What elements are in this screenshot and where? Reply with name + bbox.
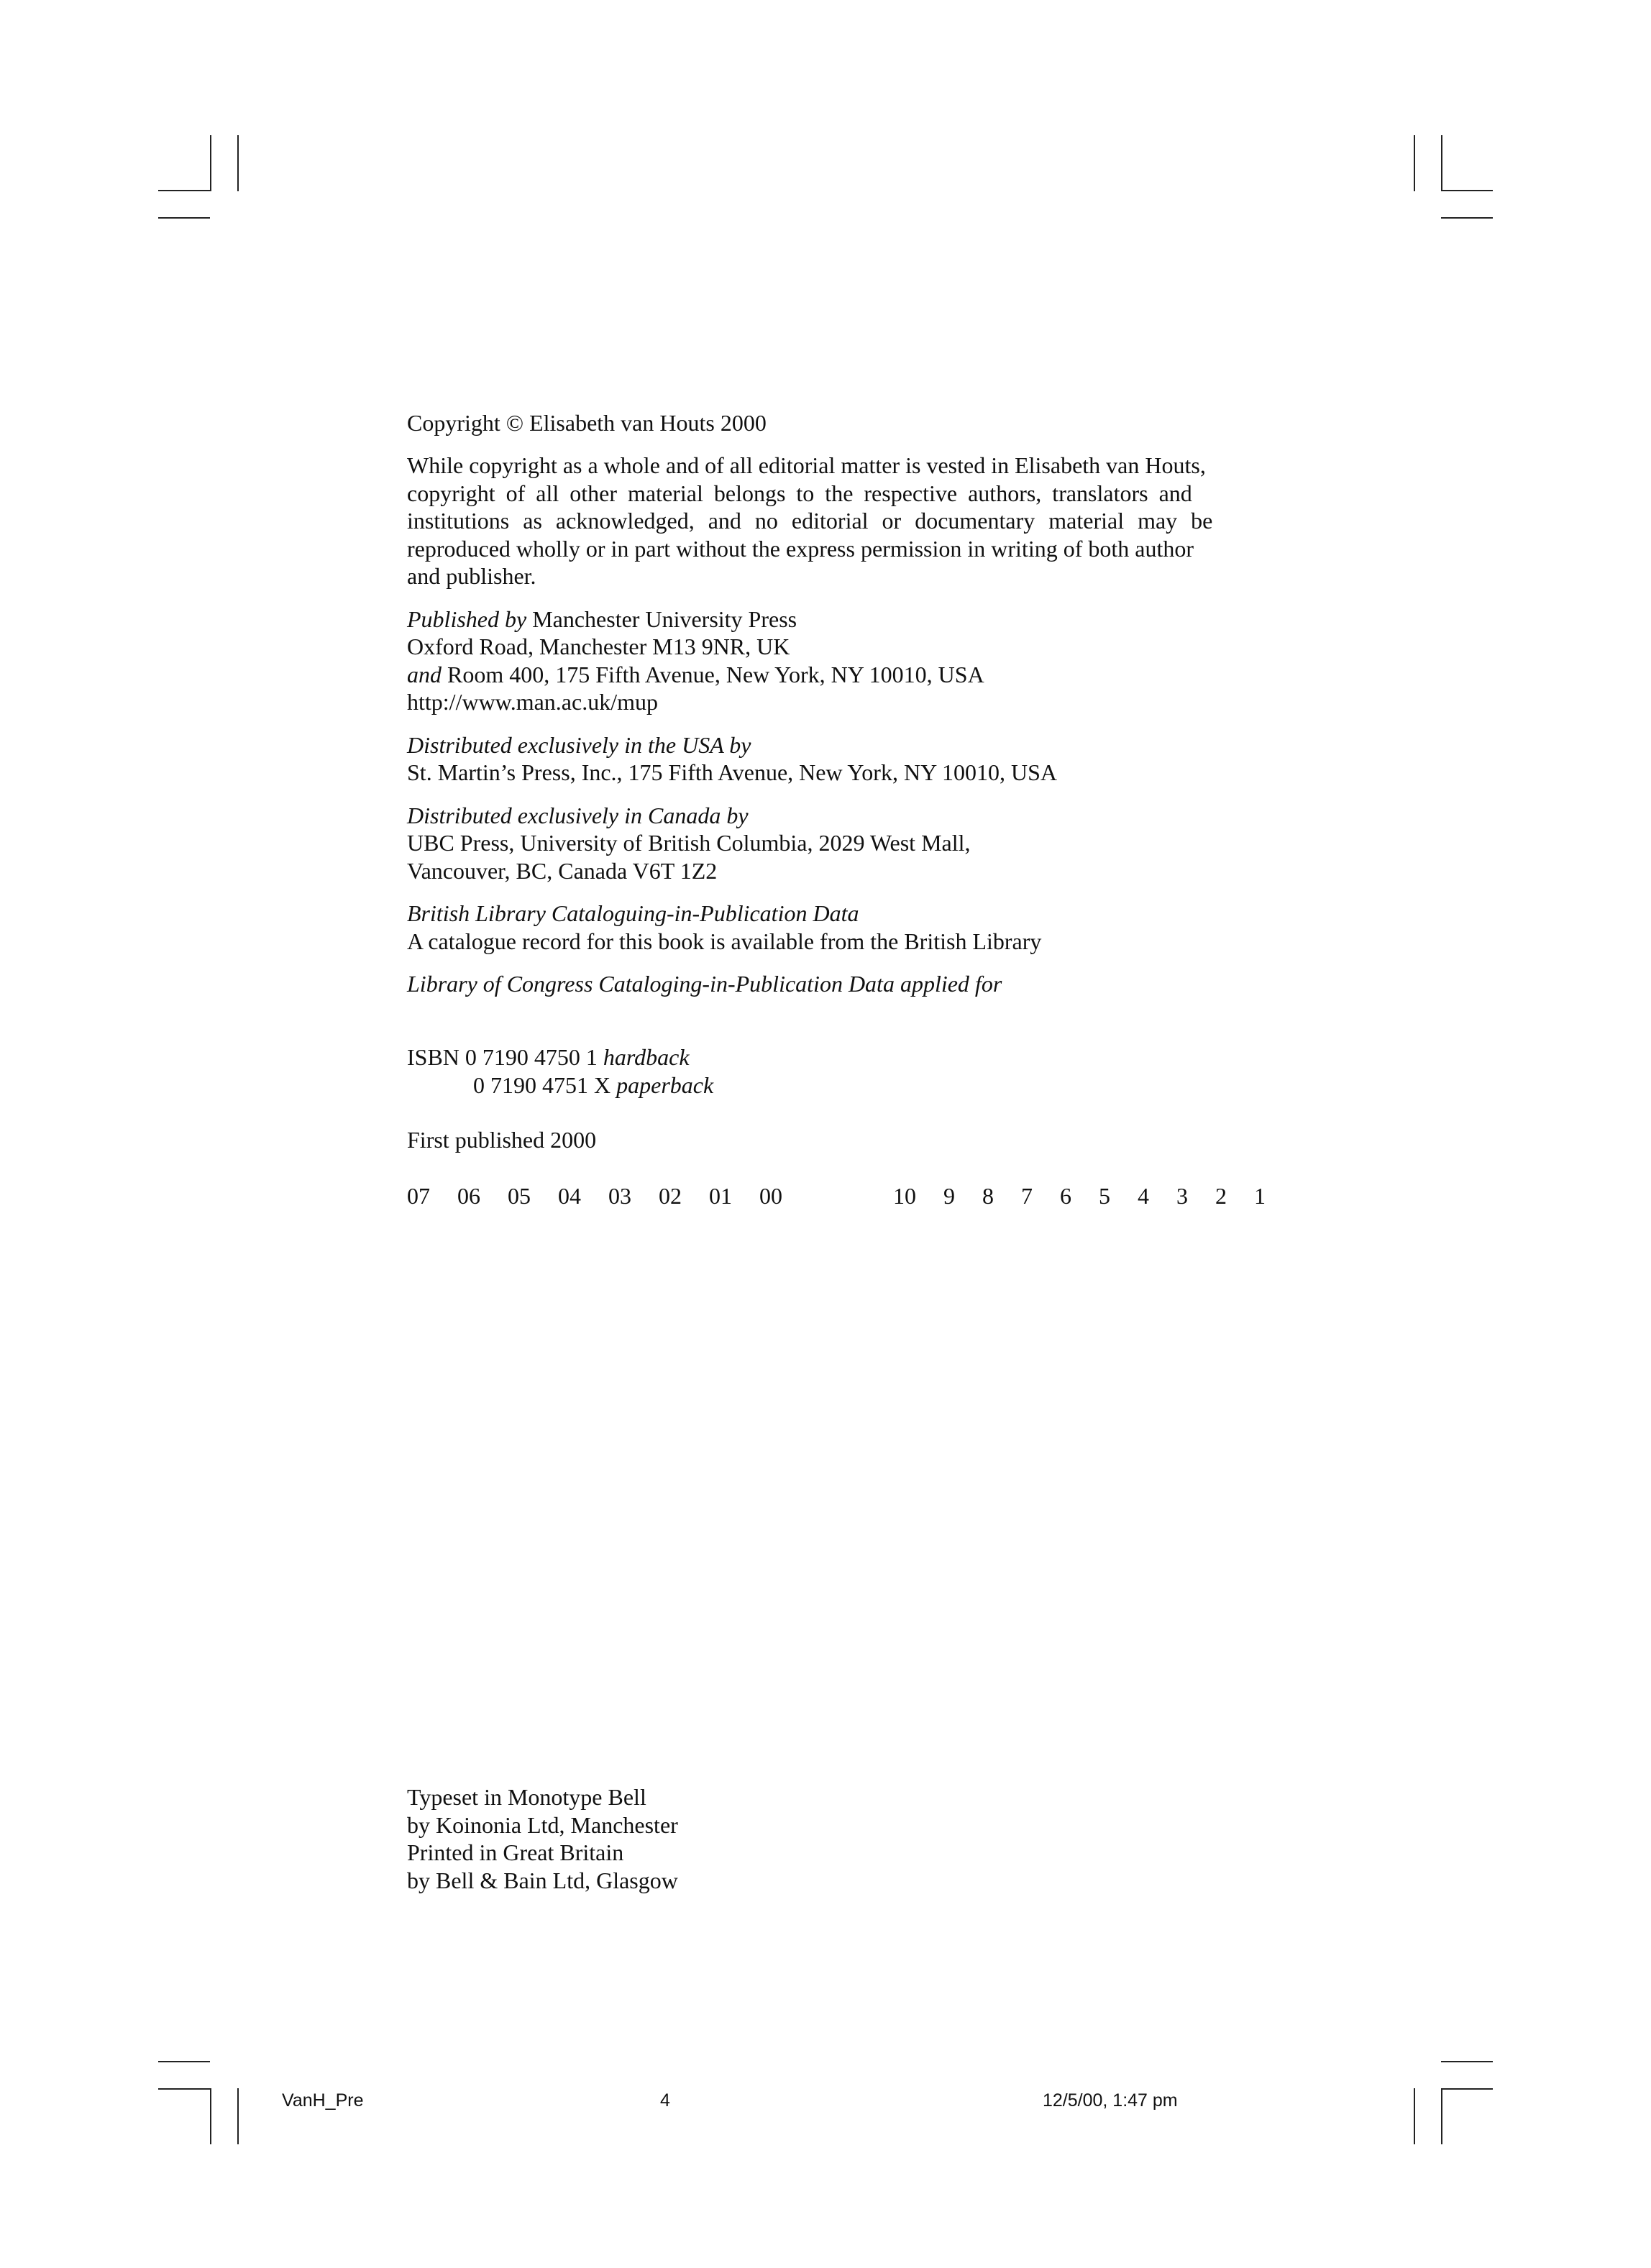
crop-mark (1441, 217, 1493, 219)
publisher-name: Manchester University Press (526, 605, 797, 632)
crop-mark (210, 2088, 211, 2144)
publisher-url: http://www.man.ac.uk/mup (407, 689, 658, 715)
crop-mark (1441, 2088, 1493, 2090)
publisher-info (407, 605, 1316, 716)
imprint-number: 6 (1060, 1183, 1071, 1209)
imprint-year: 02 (659, 1183, 682, 1209)
imprint-number: 2 (1215, 1183, 1227, 1209)
crop-mark (158, 2088, 210, 2090)
canada-distributor (407, 802, 1316, 885)
rights-line: and publisher. (407, 563, 536, 589)
imprint-year: 07 (407, 1183, 430, 1209)
rights-line: reproduced wholly or in part without the express permission in writing of both author (407, 535, 1194, 562)
publisher-address-us-line (407, 661, 1316, 689)
crop-mark (158, 2061, 210, 2062)
imprint-number: 5 (1099, 1183, 1110, 1209)
footer-datetime: 12/5/00, 1:47 pm (1043, 2090, 1178, 2111)
isbn-prefix: ISBN (407, 1044, 465, 1070)
imprint-number: 8 (982, 1183, 994, 1209)
crop-mark (1441, 2061, 1493, 2062)
isbn-hardback (407, 1043, 713, 1071)
typesetting-printing-credits (407, 1783, 678, 1894)
crop-mark (1441, 190, 1493, 191)
isbn-hardback-label: hardback (603, 1044, 690, 1070)
and-label: and (407, 661, 442, 687)
publisher-line (407, 605, 1316, 634)
british-library-statement: A catalogue record for this book is available from the British Library (407, 928, 1042, 954)
crop-mark (1441, 2088, 1442, 2144)
crop-mark (237, 135, 239, 191)
imprint-year: 01 (709, 1183, 732, 1209)
crop-mark (1414, 2088, 1415, 2144)
imprint-number: 9 (943, 1183, 955, 1209)
rights-line: copyright of all other material belongs to the respective authors, translators and (407, 480, 1192, 506)
imprint-number: 3 (1176, 1183, 1188, 1209)
imprint-year: 00 (759, 1183, 782, 1209)
isbn-paperback-number: 0 7190 4751 X (473, 1071, 617, 1098)
crop-mark (237, 2088, 239, 2144)
typeset-line: by Koinonia Ltd, Manchester (407, 1811, 678, 1838)
crop-mark (158, 190, 210, 191)
imprint-year: 05 (508, 1183, 531, 1209)
copyright-page-body (407, 452, 1316, 1013)
canada-distributor-address: Vancouver, BC, Canada V6T 1Z2 (407, 857, 718, 884)
imprint-year: 06 (457, 1183, 480, 1209)
footer-page-number: 4 (660, 2090, 670, 2111)
copyright-notice: Copyright © Elisabeth van Houts 2000 (407, 410, 767, 436)
usa-distributor-label: Distributed exclusively in the USA by (407, 731, 751, 758)
crop-mark (210, 135, 211, 191)
publisher-address-uk: Oxford Road, Manchester M13 9NR, UK (407, 634, 790, 659)
british-library-label: British Library Cataloguing-in-Publication Data (407, 900, 859, 926)
library-of-congress-statement: Library of Congress Cataloging-in-Publication Data applied for (407, 971, 1002, 997)
imprint-year: 04 (558, 1183, 581, 1209)
rights-line: While copyright as a whole and of all editorial matter is vested in Elisabeth van Houts, (407, 452, 1206, 478)
rights-statement (407, 452, 1316, 590)
typeset-line: Printed in Great Britain (407, 1839, 624, 1865)
typeset-line: Typeset in Monotype Bell (407, 1784, 646, 1810)
usa-distributor-address: St. Martin’s Press, Inc., 175 Fifth Avenue, New York, NY 10010, USA (407, 759, 1057, 785)
imprint-year: 03 (608, 1183, 631, 1209)
isbn-paperback (407, 1071, 713, 1099)
british-library-cip (407, 900, 1316, 955)
isbn-hardback-number: 0 7190 4750 1 (465, 1044, 603, 1070)
isbn-paperback-label: paperback (616, 1071, 714, 1098)
isbn-block (407, 1043, 713, 1099)
usa-distributor (407, 731, 1316, 787)
imprint-number: 7 (1021, 1183, 1033, 1209)
footer-filename: VanH_Pre (282, 2090, 364, 2111)
publisher-address-us: Room 400, 175 Fifth Avenue, New York, NY 10010, USA (442, 661, 984, 687)
canada-distributor-label: Distributed exclusively in Canada by (407, 802, 749, 828)
typeset-line: by Bell & Bain Ltd, Glasgow (407, 1867, 678, 1893)
first-published: First published 2000 (407, 1127, 597, 1153)
crop-mark (1441, 135, 1442, 191)
rights-line: institutions as acknowledged, and no editorial or documentary material may be (407, 508, 1213, 534)
crop-mark (158, 217, 210, 219)
imprint-number: 1 (1254, 1183, 1266, 1209)
crop-mark (1414, 135, 1415, 191)
imprint-number: 10 (893, 1183, 916, 1209)
imprint-number: 4 (1138, 1183, 1149, 1209)
publisher-label: Published by (407, 605, 527, 632)
canada-distributor-address: UBC Press, University of British Columbia, 2029 West Mall, (407, 830, 971, 856)
library-of-congress-cip (407, 970, 1316, 998)
